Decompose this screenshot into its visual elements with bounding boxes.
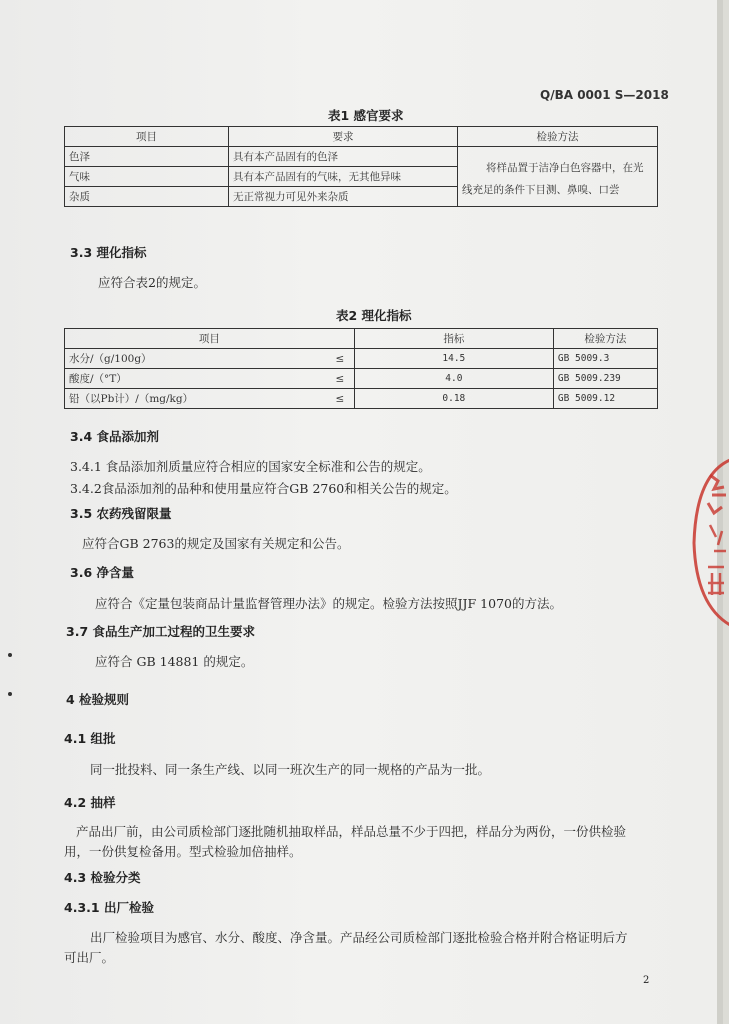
table-row [65, 389, 658, 409]
section-3-4-heading: 3.4 食品添加剂 [70, 429, 159, 444]
section-3-7-text: 应符合 GB 14881 的规定。 [95, 654, 254, 669]
section-3-7-heading: 3.7 食品生产加工过程的卫生要求 [66, 624, 255, 639]
table1-caption: 表1 感官要求 [328, 108, 404, 123]
section-4-3-heading: 4.3 检验分类 [64, 870, 141, 885]
table2-method-cell: GB 5009.3 [553, 349, 657, 369]
table1-method-line2: 线充足的条件下目测、鼻嗅、口尝 [462, 183, 620, 196]
table-row [65, 147, 658, 167]
table2-header-method: 检验方法 [553, 329, 657, 349]
table2-op-cell: ≤ [326, 369, 355, 389]
table2-header-value: 指标 [354, 329, 553, 349]
table2-item-cell: 铅（以Pb计）/（mg/kg） [65, 389, 326, 409]
table1-req-cell: 无正常视力可见外来杂质 [229, 187, 458, 207]
section-3-6-text: 应符合《定量包装商品计量监督管理办法》的规定。检验方法按照JJF 1070的方法。 [95, 596, 562, 611]
table1-item-cell: 色泽 [65, 147, 229, 167]
table1-header-item: 项目 [65, 127, 229, 147]
table1-method-cell [458, 147, 658, 207]
section-4-2-line2: 用，一份供复检备用。型式检验加倍抽样。 [64, 844, 302, 859]
document-number: Q/BA 0001 S—2018 [540, 88, 669, 102]
table2-value-cell: 0.18 [354, 389, 553, 409]
section-3-4-1-text: 3.4.1 食品添加剂质量应符合相应的国家安全标准和公告的规定。 [70, 459, 431, 474]
table1-method-line1: 将样品置于洁净白色容器中，在光 [486, 161, 644, 174]
section-4-3-1-line1: 出厂检验项目为感官、水分、酸度、净含量。产品经公司质检部门逐批检验合格并附合格证明后方 [90, 930, 628, 945]
table2-value-cell: 14.5 [354, 349, 553, 369]
section-4-heading: 4 检验规则 [66, 692, 130, 707]
table2-item-cell: 酸度/（°T） [65, 369, 326, 389]
section-4-2-heading: 4.2 抽样 [64, 795, 116, 810]
table2-header-item: 项目 [65, 329, 355, 349]
table1-header-requirement: 要求 [229, 127, 458, 147]
table-row [65, 369, 658, 389]
page-number: 2 [643, 975, 650, 986]
section-4-3-1-line2: 可出厂。 [64, 950, 115, 965]
section-3-5-text: 应符合GB 2763的规定及国家有关规定和公告。 [82, 536, 350, 551]
table2-value-cell: 4.0 [354, 369, 553, 389]
red-seal-stamp [690, 455, 729, 630]
table2-method-cell: GB 5009.239 [553, 369, 657, 389]
binding-hole [8, 692, 12, 696]
table2-op-cell: ≤ [326, 389, 355, 409]
section-3-4-2-text: 3.4.2食品添加剂的品种和使用量应符合GB 2760和相关公告的规定。 [70, 481, 457, 496]
section-3-6-heading: 3.6 净含量 [70, 565, 134, 580]
section-3-3-heading: 3.3 理化指标 [70, 245, 147, 260]
section-4-1-heading: 4.1 组批 [64, 731, 116, 746]
section-4-2-line1: 产品出厂前，由公司质检部门逐批随机抽取样品，样品总量不少于四把，样品分为两份，一份供检验 [76, 824, 627, 839]
table2-method-cell: GB 5009.12 [553, 389, 657, 409]
table2-item-cell: 水分/（g/100g） [65, 349, 326, 369]
table1-item-cell: 气味 [65, 167, 229, 187]
table1-sensory [64, 126, 658, 207]
section-4-1-text: 同一批投料、同一条生产线、以同一班次生产的同一规格的产品为一批。 [90, 762, 491, 777]
table1-item-cell: 杂质 [65, 187, 229, 207]
table2-caption: 表2 理化指标 [336, 308, 412, 323]
binding-hole [8, 653, 12, 657]
section-3-5-heading: 3.5 农药残留限量 [70, 506, 172, 521]
table-row [65, 349, 658, 369]
section-3-3-text: 应符合表2的规定。 [98, 275, 206, 290]
table1-header-method: 检验方法 [458, 127, 658, 147]
table2-op-cell: ≤ [326, 349, 355, 369]
table1-req-cell: 具有本产品固有的色泽 [229, 147, 458, 167]
table1-req-cell: 具有本产品固有的气味，无其他异味 [229, 167, 458, 187]
table2-physchem [64, 328, 658, 409]
section-4-3-1-heading: 4.3.1 出厂检验 [64, 900, 154, 915]
